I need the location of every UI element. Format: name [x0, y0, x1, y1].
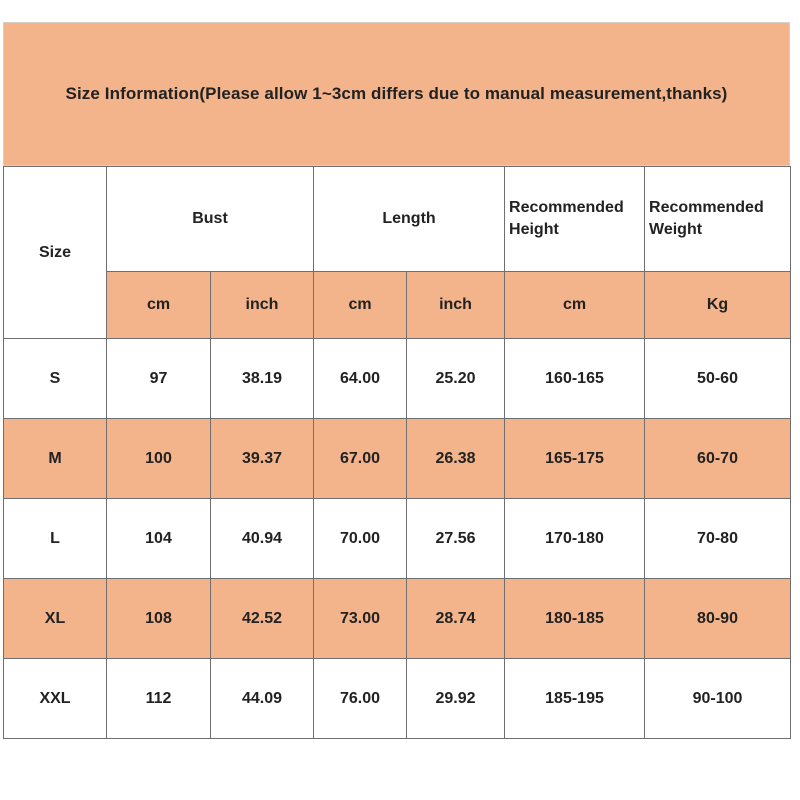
- length-cm-cell: 76.00: [314, 659, 407, 739]
- unit-bust-cm: cm: [107, 272, 211, 339]
- table-row: [4, 339, 791, 419]
- height-cell: 165-175: [505, 419, 645, 499]
- size-label: XXL: [4, 659, 107, 739]
- length-header: Length: [314, 167, 505, 272]
- unit-length-inch: inch: [407, 272, 505, 339]
- unit-bust-inch: inch: [211, 272, 314, 339]
- height-cell: 170-180: [505, 499, 645, 579]
- bust-inch-cell: 40.94: [211, 499, 314, 579]
- length-inch-cell: 26.38: [407, 419, 505, 499]
- table-row: [4, 419, 791, 499]
- length-inch-cell: 27.56: [407, 499, 505, 579]
- size-label: XL: [4, 579, 107, 659]
- length-cm-cell: 70.00: [314, 499, 407, 579]
- unit-length-cm: cm: [314, 272, 407, 339]
- bust-cm-cell: 97: [107, 339, 211, 419]
- recommended-weight-header: Recommended Weight: [645, 167, 791, 272]
- units-row: [4, 272, 791, 339]
- unit-height-cm: cm: [505, 272, 645, 339]
- weight-cell: 60-70: [645, 419, 791, 499]
- bust-inch-cell: 39.37: [211, 419, 314, 499]
- table-row: [4, 579, 791, 659]
- size-chart-table: [3, 166, 791, 739]
- length-cm-cell: 67.00: [314, 419, 407, 499]
- height-cell: 180-185: [505, 579, 645, 659]
- length-cm-cell: 73.00: [314, 579, 407, 659]
- bust-cm-cell: 108: [107, 579, 211, 659]
- size-header: Size: [4, 167, 107, 339]
- height-cell: 160-165: [505, 339, 645, 419]
- bust-cm-cell: 104: [107, 499, 211, 579]
- length-cm-cell: 64.00: [314, 339, 407, 419]
- bust-cm-cell: 100: [107, 419, 211, 499]
- weight-cell: 50-60: [645, 339, 791, 419]
- table-row: [4, 659, 791, 739]
- weight-cell: 70-80: [645, 499, 791, 579]
- size-info-banner: [3, 22, 790, 166]
- size-label: S: [4, 339, 107, 419]
- weight-cell: 80-90: [645, 579, 791, 659]
- header-row: [4, 167, 791, 272]
- bust-inch-cell: 44.09: [211, 659, 314, 739]
- height-cell: 185-195: [505, 659, 645, 739]
- unit-weight-kg: Kg: [645, 272, 791, 339]
- length-inch-cell: 25.20: [407, 339, 505, 419]
- size-info-title: Size Information(Please allow 1~3cm differs due to manual measurement,thanks): [65, 84, 728, 103]
- bust-header: Bust: [107, 167, 314, 272]
- bust-cm-cell: 112: [107, 659, 211, 739]
- bust-inch-cell: 38.19: [211, 339, 314, 419]
- length-inch-cell: 29.92: [407, 659, 505, 739]
- recommended-height-header: Recommended Height: [505, 167, 645, 272]
- table-row: [4, 499, 791, 579]
- length-inch-cell: 28.74: [407, 579, 505, 659]
- bust-inch-cell: 42.52: [211, 579, 314, 659]
- size-label: M: [4, 419, 107, 499]
- weight-cell: 90-100: [645, 659, 791, 739]
- size-label: L: [4, 499, 107, 579]
